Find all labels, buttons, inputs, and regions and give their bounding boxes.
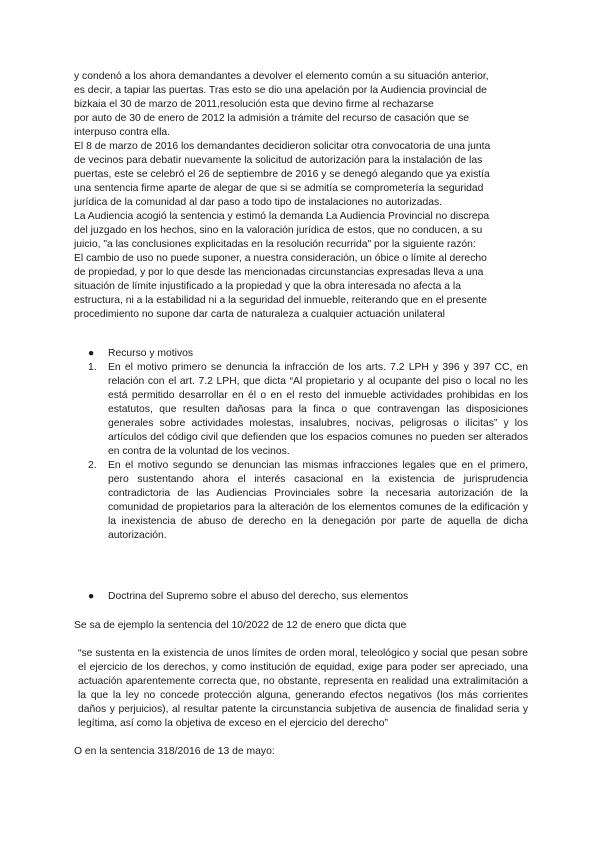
intro-line: por auto de 30 de enero de 2012 la admisión a trámite del recurso de casación que se xyxy=(74,113,470,124)
intro-line: interpuso contra ella. xyxy=(74,127,171,138)
intro-line: bizkaia el 30 de marzo de 2011,resolución esta que devino firme al rechazarse xyxy=(74,99,434,110)
intro-line: procedimiento no supone dar carta de naturaleza a cualquier actuación unilateral xyxy=(74,309,445,320)
intro-line: es decir, a tapiar las puertas. Tras esto se dio una apelación por la Audiencia provincial de xyxy=(74,85,487,96)
list-item-text: En el motivo primero se denuncia la infracción de los arts. 7.2 LPH y 396 y 397 CC, en relación con el art. 7.2 LPH, que dicta “Al propietario y al ocupante del piso o local no les está permitido desarrollar en él o en el resto del inmueble actividades prohibidas en los estatutos, que resulten dañosas para la finca o que contravengan las disposiciones generales sobre actividades molestas, insalubres, nocivas, peligrosas o ilícitas” y los artículos del código civil que defienden que los espacios comunes no pueden ser alterados en contra de la voluntad de los vecinos. xyxy=(108,362,528,457)
bullet-icon: ● xyxy=(88,591,95,602)
intro-line: La Audiencia acogió la sentencia y estimó la demanda La Audiencia Provincial no discrepa xyxy=(74,211,490,222)
list-number: 1. xyxy=(88,362,97,373)
intro-line: una sentencia firme aparte de alegar de que si se admitía se comprometería la seguridad xyxy=(74,183,484,194)
intro-line: estructura, ni a la estabilidad ni a la seguridad del inmueble, reiterando que en el presente xyxy=(74,295,487,306)
intro-line: jurídica de la comunidad al dar paso a todo tipo de instalaciones no autorizadas. xyxy=(74,197,443,208)
section-heading: Doctrina del Supremo sobre el abuso del derecho, sus elementos xyxy=(108,591,409,602)
intro-line: El cambio de uso no puede suponer, a nuestra consideración, un óbice o límite al derecho xyxy=(74,253,487,264)
bullet-icon: ● xyxy=(88,348,95,359)
intro-line: de vecinos para debatir nuevamente la solicitud de autorización para la instalación de las xyxy=(74,155,483,166)
list-number: 2. xyxy=(88,460,97,471)
section-heading: Recurso y motivos xyxy=(108,348,194,359)
intro-line: del juzgado en los hechos, sino en la valoración jurídica de estos, que no conducen, a su xyxy=(74,225,483,236)
intro-line: situación de límite injustificado a la propiedad y que la obra interesada no afecta a la xyxy=(74,281,461,292)
intro-line: El 8 de marzo de 2016 los demandantes decidieron solicitar otra convocatoria de una junta xyxy=(74,141,491,152)
intro-line: puertas, este se celebró el 26 de septiembre de 2016 y se denegó alegando que ya existía xyxy=(74,169,490,180)
intro-line: juicio, "a las conclusiones explicitadas en la resolución recurrida" por la siguiente razón: xyxy=(74,239,476,250)
quote-paragraph: “se sustenta en la existencia de unos límites de orden moral, teleológico y social que pesan sobre el ejercicio de los derechos, y como institución de equidad, exige para poder ser apreciado, una actuación aparentemente correcta que, no obstante, representa en realidad una extralimitación a la que la ley no concede protección alguna, generando efectos negativos (los más corrientes daños y perjuicios), al resultar patente la circunstancia subjetiva de ausencia de finalidad seria y legítima, así como la objetiva de exceso en el ejercicio del derecho” xyxy=(78,648,528,729)
intro-line: y condenó a los ahora demandantes a devolver el elemento común a su situación anterior, xyxy=(74,71,489,82)
intro-line: de propiedad, y por lo que desde las mencionadas circunstancias expresadas lleva a una xyxy=(74,267,484,278)
list-item-text: En el motivo segundo se denuncian las mismas infracciones legales que en el primero, pero sustentando ahora el interés casacional en la existencia de jurisprudencia contradictoria de las Audiencias Provinciales sobre la necesaria autorización de la comunidad de propietarios para la alteración de los elementos comunes de la edificación y la inexistencia de abuso de derecho en la denegación por parte de aquella de dicha autorización. xyxy=(108,460,528,541)
example-intro: Se sa de ejemplo la sentencia del 10/2022 de 12 de enero que dicta que xyxy=(74,620,407,631)
intro-paragraph xyxy=(74,70,528,322)
closing-line: O en la sentencia 318/2016 de 13 de mayo: xyxy=(74,746,275,757)
